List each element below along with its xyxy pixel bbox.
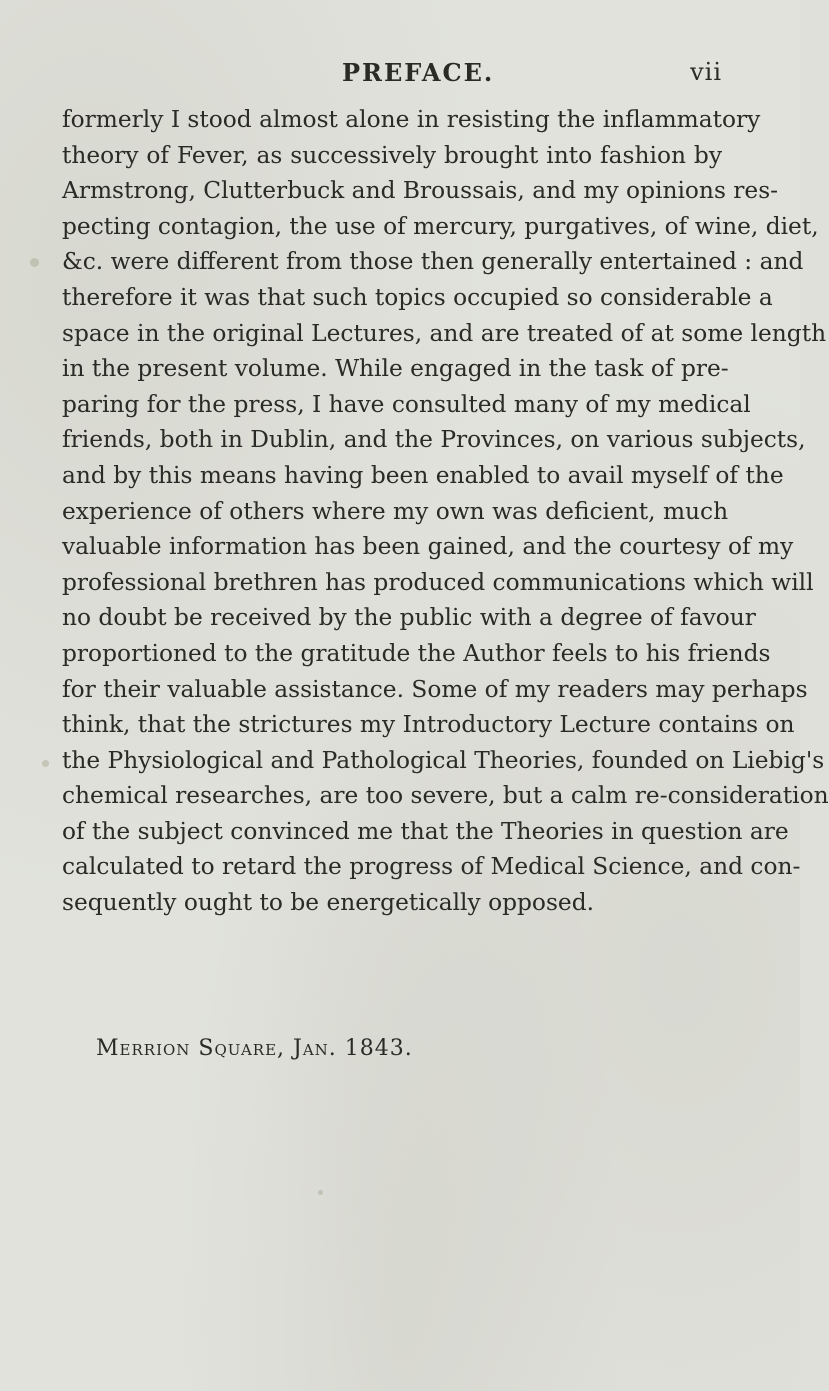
- text-line: in the present volume. While engaged in the task of pre-: [62, 355, 729, 383]
- text-line: calculated to retard the progress of Medical Science, and con-: [62, 853, 801, 881]
- text-line: for their valuable assistance. Some of my readers may perhaps: [62, 675, 808, 703]
- text-line: valuable information has been gained, and the courtesy of my: [62, 533, 794, 561]
- text-line: paring for the press, I have consulted many of my medical: [62, 390, 751, 418]
- page-title: PREFACE.: [342, 58, 495, 87]
- text-line: space in the original Lectures, and are treated of at some length: [62, 319, 827, 347]
- text-line: therefore it was that such topics occupied so considerable a: [62, 283, 773, 311]
- signature-dateline: Merrion Square, Jan. 1843.: [96, 1036, 413, 1061]
- foxing-spot: [42, 760, 49, 767]
- text-line: of the subject convinced me that the Theories in question are: [62, 817, 789, 845]
- text-line: proportioned to the gratitude the Author feels to his friends: [62, 639, 771, 667]
- text-line: &c. were different from those then generally entertained : and: [62, 248, 804, 276]
- text-line: think, that the strictures my Introductory Lecture contains on: [62, 711, 795, 739]
- text-line: friends, both in Dublin, and the Provinces, on various subjects,: [62, 426, 806, 454]
- text-line: Armstrong, Clutterbuck and Broussais, and my opinions res-: [62, 177, 779, 205]
- text-line: pecting contagion, the use of mercury, purgatives, of wine, diet,: [62, 212, 819, 240]
- text-line: theory of Fever, as successively brought into fashion by: [62, 141, 722, 169]
- text-line: and by this means having been enabled to avail myself of the: [62, 461, 784, 489]
- text-line: the Physiological and Pathological Theories, founded on Liebig's: [62, 746, 825, 774]
- text-line: chemical researches, are too severe, but a calm re-consideration: [62, 782, 829, 810]
- text-line: experience of others where my own was deficient, much: [62, 497, 729, 525]
- page-number: vii: [690, 58, 722, 86]
- text-line-last: sequently ought to be energetically opposed.: [62, 889, 595, 917]
- running-head: [62, 58, 722, 98]
- text-line: professional brethren has produced communications which will: [62, 568, 814, 596]
- foxing-spot: [318, 1190, 323, 1195]
- foxing-spot: [30, 258, 39, 267]
- text-line: formerly I stood almost alone in resisting the inflammatory: [62, 106, 761, 133]
- preface-text: [62, 102, 829, 921]
- text-line: no doubt be received by the public with a degree of favour: [62, 604, 756, 632]
